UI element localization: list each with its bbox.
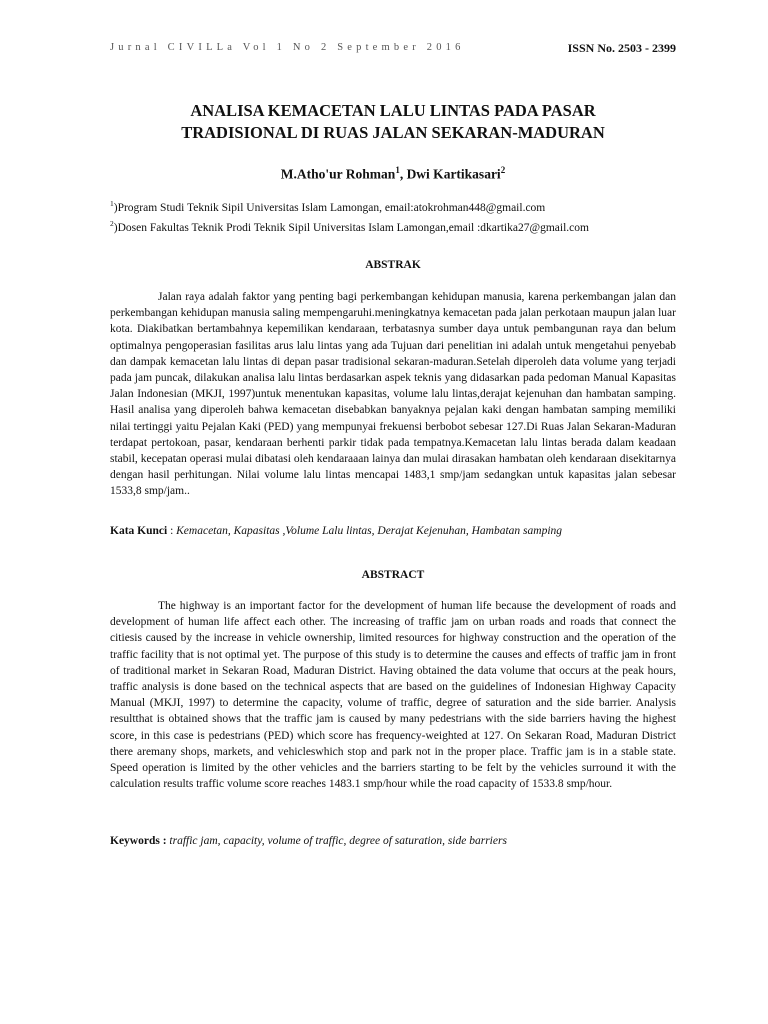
author-affiliation-mark: 2 (500, 165, 506, 175)
journal-issue-line: Jurnal CIVILLa Vol 1 No 2 September 2016 (110, 42, 465, 53)
affiliation-line (110, 196, 708, 216)
kata-kunci-separator: : (167, 525, 177, 537)
paper-title-line-1: ANALISA KEMACETAN LALU LINTAS PADA PASAR (190, 101, 596, 120)
paper-title (110, 100, 676, 144)
affiliation-line (110, 216, 708, 236)
affiliation-text: )Dosen Fakultas Teknik Prodi Teknik Sipil Universitas Islam Lamongan,email :dkartika27@gmail.com (113, 221, 589, 234)
kata-kunci-text: Kemacetan, Kapasitas ,Volume Lalu lintas, Derajat Kejenuhan, Hambatan samping (176, 525, 563, 537)
affiliation-list (110, 196, 708, 236)
paper-title-line-2: TRADISIONAL DI RUAS JALAN SEKARAN-MADURAN (181, 123, 605, 142)
keywords-text: traffic jam, capacity, volume of traffic, degree of saturation, side barriers (169, 835, 507, 847)
running-header (110, 42, 676, 58)
issn-number: ISSN No. 2503 - 2399 (567, 41, 676, 55)
kata-kunci-label: Kata Kunci (110, 525, 168, 537)
abstract-heading: ABSTRACT (361, 569, 425, 581)
abstrak-body: Jalan raya adalah faktor yang penting bagi perkembangan kehidupan manusia, karena perkembangan jalan dan perkembangan kehidupan manusia saling mempengaruhi.meningkatnya kemacetan pada jalan perkotaan maupun jalan luar kota. Diakibatkan bertambahnya kepemilikan kendaraan, terbatasnya sumber daya untuk pembangunan raya dan belum optimalnya pengoperasian fasilitas arus lalu lintas yang ada Tujuan dari penelitian ini adalah untuk mengetahui penyebab dan dampak kemacetan lalu lintas di depan pasar tradisional sekaran-maduran.Setelah diperoleh data volume yang terjadi pada jam puncak, dilakukan analisa lalu lintas berdasarkan aspek teknis yang didasarkan pada pedoman Manual Kapasitas Jalan Indonesian (MKJI, 1997)untuk menentukan kapasitas, volume lalu lintas,derajat kejenuhan dan hambatan samping. Hasil analisa yang diperoleh bahwa kemacetan disebabkan banyaknya pejalan kaki dengan hambatan samping memiliki nilai tertinggi yaitu Pejalan Kaki (PED) yang mempunyai frekuensi berbobot sebesar 127.Di Ruas Jalan Sekaran-Maduran terdapat pertokoan, pasar, kendaraan berhenti parkir tidak pada tempatnya.Kemacetan lalu lintas berada dalam keadaan stabil, kecepatan operasi mulai dibatasi oleh kendaraaan lainya dan mulai dirasakan hambatan oleh kendaraan disekitarnya dengan hasil perhitungan. Nilai volume lalu lintas mencapai 1483,1 smp/jam sedangkan untuk kapasitas jalan sebesar 1533,8 smp/jam.. (110, 291, 676, 498)
affiliation-text: )Program Studi Teknik Sipil Universitas Islam Lamongan, email:atokrohman448@gmail.com (113, 201, 546, 214)
author-affiliation-mark: 1 (395, 165, 400, 175)
abstrak-heading: ABSTRAK (365, 259, 421, 271)
affiliation-mark: 2 (110, 218, 114, 228)
keywords-line (110, 835, 708, 847)
author-name: M.Atho'ur Rohman (280, 166, 396, 182)
keywords-label: Keywords : (110, 835, 167, 847)
abstract-body: The highway is an important factor for the development of human life because the development of roads and development of human life affect each other. The increasing of traffic jam on urban roads and roads that connect the citiesis caused by the increase in vehicle ownership, limited resources for highway construction and the operation of the traffic facility that is not optimal yet. The purpose of this study is to determine the causes and effects of traffic jam in front of traditional market in Sekaran Road, Maduran District. Having obtained the data volume that occurs at the peak hours, traffic analysis is done based on the technical aspects that are based on the guidelines of Indonesian Highway Capacity Manual (MKJI, 1997) to determine the capacity, volume of traffic, degree of saturation and the side barrier. Analysis resultthat is obtained shows that the traffic jam is caused by many pedestrians with the side barriers having the highest score, in this case is pedestrians (PED) which score has frequency-weighted at 127. On Sekaran Road, Maduran District there aremany shops, markets, and vehicleswhich stop and park not in the proper place. Traffic jam is in a stable state. Speed operation is limited by the other vehicles and the barriers starting to be felt by the vehicles surround it with the calculation results traffic volume score reaches 1483.1 smp/hour while the road capacity of 1533.8 smp/hour. (110, 600, 676, 791)
kata-kunci-line (110, 525, 708, 537)
author-separator: , (399, 166, 407, 182)
author-name: Dwi Kartikasari (406, 166, 501, 182)
author-list (110, 165, 676, 183)
affiliation-mark: 1 (110, 199, 114, 208)
